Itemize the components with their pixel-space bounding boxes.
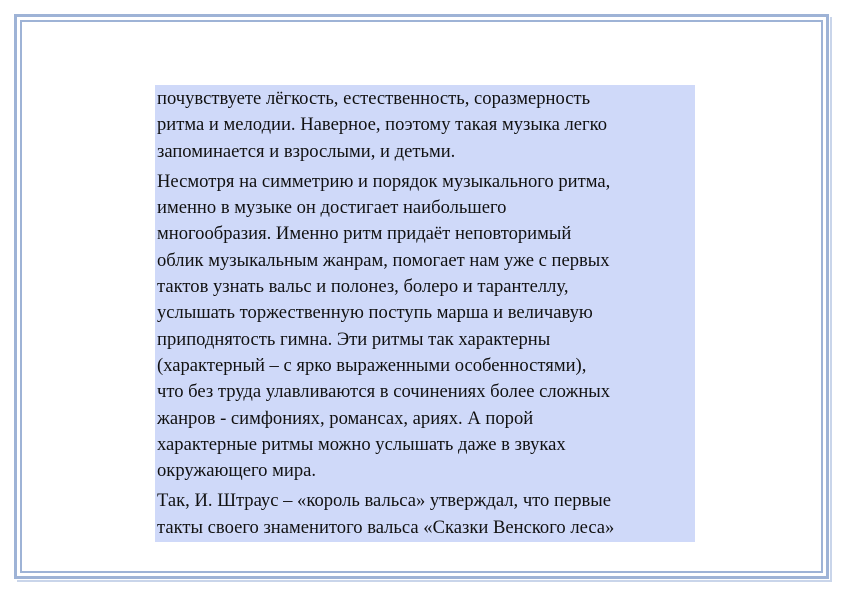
text-line: (характерный – с ярко выраженными особенностями),	[157, 354, 587, 376]
text-line: запоминается и взрослыми, и детьми.	[157, 140, 456, 162]
text-line: жанров - симфониях, романсах, ариях. А порой	[157, 407, 534, 429]
text-line: такты своего знаменитого вальса «Сказки Венского леса»	[157, 516, 615, 538]
text-line: именно в музыке он достигает наибольшего	[157, 197, 507, 219]
text-line: что без труда улавливаются в сочинениях более сложных	[157, 381, 611, 403]
text-line: многообразия. Именно ритм придаёт неповторимый	[157, 223, 572, 245]
text-line: окружающего мира.	[157, 460, 317, 482]
text-line: Несмотря на симметрию и порядок музыкального ритма,	[157, 170, 611, 192]
paragraph-3	[157, 488, 695, 541]
paragraph-2	[157, 169, 695, 485]
text-line: ритма и мелодии. Наверное, поэтому такая музыка легко	[157, 114, 608, 136]
text-line: Так, И. Штраус – «король вальса» утверждал, что первые	[157, 490, 612, 512]
text-line: приподнятость гимна. Эти ритмы так характерны	[157, 328, 551, 350]
text-line: почувствуете лёгкость, естественность, соразмерность	[157, 88, 591, 109]
text-line: характерные ритмы можно услышать даже в звуках	[157, 433, 566, 455]
text-line: тактов узнать вальс и полонез, болеро и тарантеллу,	[157, 276, 569, 298]
text-block	[155, 85, 695, 542]
text-line: услышать торжественную поступь марша и величавую	[157, 302, 593, 324]
paragraph-1	[157, 86, 695, 165]
text-line: облик музыкальным жанрам, помогает нам уже с первых	[157, 249, 610, 271]
